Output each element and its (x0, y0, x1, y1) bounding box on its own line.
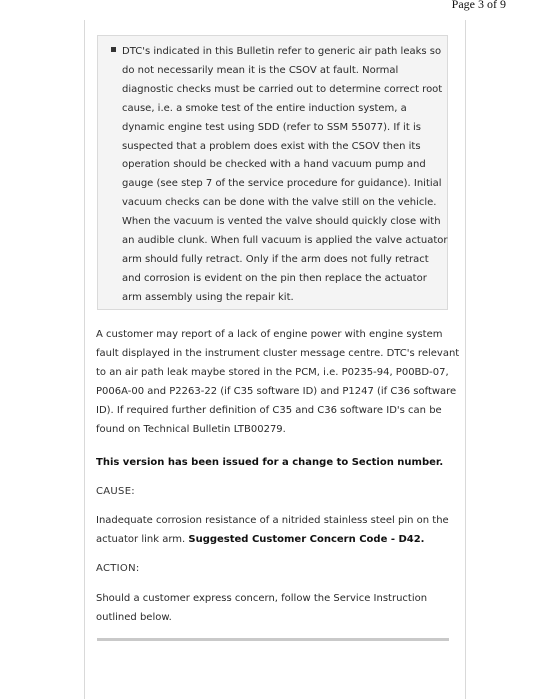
intro-line: found on Technical Bulletin LTB00279. (96, 423, 286, 435)
concern-code: Suggested Customer Concern Code - D42. (188, 533, 425, 545)
note-line: operation should be checked with a hand vacuum pump and (122, 159, 426, 171)
note-line: an audible clunk. When full vacuum is applied the valve actuator (122, 235, 448, 247)
action-heading: ACTION: (96, 563, 140, 574)
intro-line: A customer may report of a lack of engine power with engine system (96, 329, 443, 340)
note-line: suspected that a problem does exist with the CSOV then its (122, 140, 421, 152)
cause-heading: CAUSE: (96, 486, 135, 497)
note-line: cause, i.e. a smoke test of the entire induction system, a (122, 102, 407, 114)
note-line: arm assembly using the repair kit. (122, 291, 294, 303)
intro-line: fault displayed in the instrument cluster message centre. DTC's relevant (96, 347, 460, 359)
cause-paragraph (96, 512, 458, 550)
note-line: and corrosion is evident on the pin then replace the actuator (122, 272, 427, 284)
note-line: dynamic engine test using SDD (refer to SSM 55077). If it is (122, 121, 421, 133)
cause-line: Inadequate corrosion resistance of a nitrided stainless steel pin on the (96, 515, 449, 526)
cause-text: actuator link arm. (96, 533, 189, 545)
note-line: vacuum checks can be done with the valve still on the vehicle. (122, 197, 437, 209)
note-text (122, 43, 448, 308)
action-line: Should a customer express concern, follow the Service Instruction (96, 593, 428, 604)
note-line: do not necessarily mean it is the CSOV at fault. Normal (122, 64, 399, 76)
version-note: This version has been issued for a change to Section number. (96, 457, 444, 468)
note-line: arm should fully retract. Only if the arm does not fully retract (122, 253, 429, 265)
bullet-marker (111, 47, 116, 52)
action-line: outlined below. (96, 611, 172, 623)
note-line: gauge (see step 7 of the service procedure for guidance). Initial (122, 178, 442, 190)
intro-paragraph (96, 326, 458, 439)
cause-line (96, 531, 458, 550)
intro-line: P006A-00 and P2263-22 (if C35 software ID) and P1247 (if C36 software (96, 385, 457, 397)
page-number: Page 3 of 9 (451, 0, 506, 11)
intro-line: ID). If required further definition of C35 and C36 software ID's can be (96, 404, 442, 416)
note-line: diagnostic checks must be carried out to determine correct root (122, 83, 443, 95)
intro-line: to an air path leak maybe stored in the PCM, i.e. P0235-94, P00BD-07, (96, 366, 449, 378)
note-line: DTC's indicated in this Bulletin refer to generic air path leaks so (122, 46, 442, 57)
action-paragraph (96, 590, 458, 628)
section-divider (97, 638, 449, 641)
note-line: When the vacuum is vented the valve should quickly close with (122, 216, 441, 228)
